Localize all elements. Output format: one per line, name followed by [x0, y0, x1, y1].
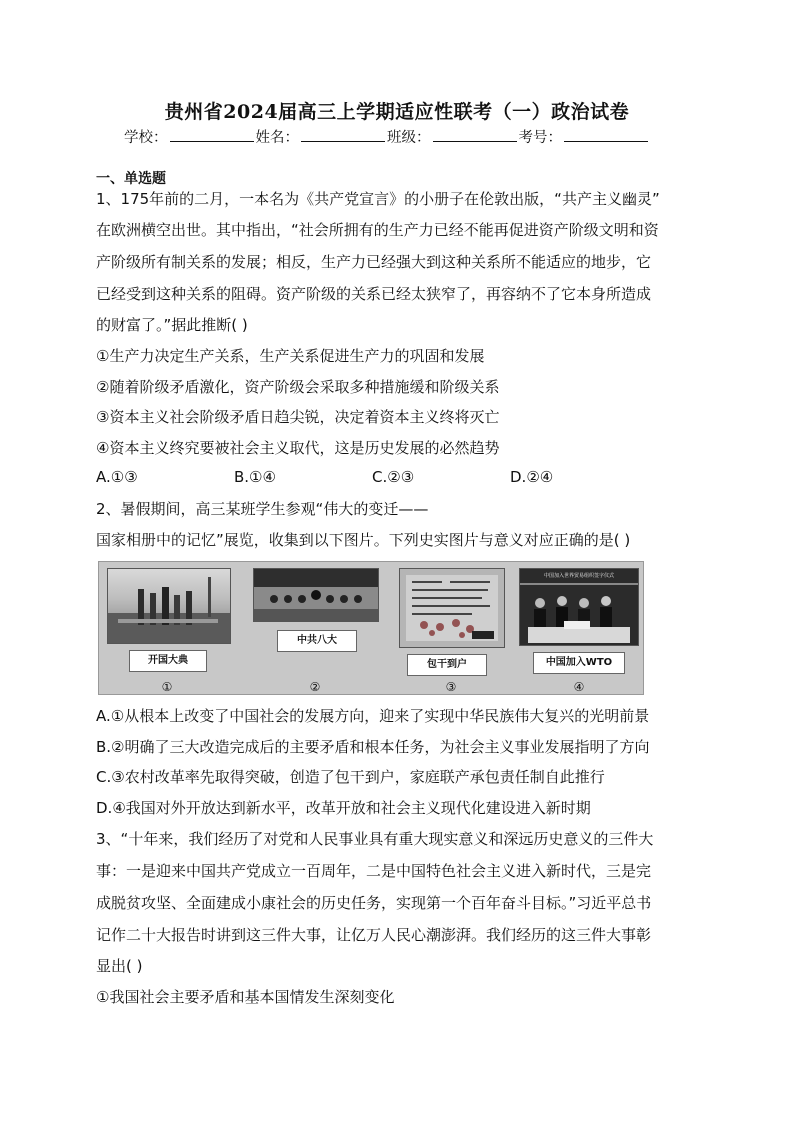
picture-number-2: ②	[309, 680, 321, 694]
student-info-line	[124, 126, 650, 147]
contract-document-image	[400, 569, 504, 647]
q3-statement: ①我国社会主要矛盾和基本国情发生深刻变化	[96, 988, 395, 1006]
caption-3: 包干到户	[407, 654, 487, 676]
q3-line: 显出( )	[96, 957, 143, 975]
picture-1	[107, 568, 231, 692]
caption-4: 中国加入WTO	[533, 652, 625, 674]
picture-number-3: ③	[445, 680, 457, 694]
q3-line: 3、“十年来，我们经历了对党和人民事业具有重大现实意义和深远历史意义的三件大	[96, 830, 654, 848]
q2-line: 2、暑假期间，高三某班学生参观“伟大的变迁——	[96, 500, 429, 518]
picture-2	[253, 568, 379, 692]
q1-option-b[interactable]: B.①④	[234, 468, 276, 486]
q2-line: 国家相册中的记忆”展览，收集到以下图片。下列史实图片与意义对应正确的是( )	[96, 531, 631, 549]
exam-no-blank[interactable]	[564, 127, 648, 142]
q2-option-a[interactable]: A.①从根本上改变了中国社会的发展方向，迎来了实现中华民族伟大复兴的光明前景	[96, 707, 650, 725]
q1-statement: ④资本主义终究要被社会主义取代，这是历史发展的必然趋势	[96, 439, 500, 457]
wto-signing-image	[520, 569, 638, 645]
q1-line: 产阶级所有制关系的发展；相反，生产力已经强大到这种关系所不能适应的地步，它	[96, 253, 652, 271]
caption-2: 中共八大	[277, 630, 357, 652]
history-pictures-panel	[98, 561, 644, 695]
q1-option-a[interactable]: A.①③	[96, 468, 138, 486]
caption-1: 开国大典	[129, 650, 207, 672]
q3-line: 记作二十大报告时讲到这三件大事，让亿万人民心潮澎湃。我们经历的这三件大事彰	[96, 926, 652, 944]
q1-line: 在欧洲横空出世。其中指出，“社会所拥有的生产力已经不能再促进资产阶级文明和资	[96, 221, 659, 239]
name-blank[interactable]	[301, 127, 385, 142]
class-label: 班级：	[387, 130, 431, 146]
q3-line: 成脱贫攻坚、全面建成小康社会的历史任务，实现第一个百年奋斗目标。”习近平总书	[96, 894, 652, 912]
picture-number-4: ④	[573, 680, 585, 694]
q1-line: 的财富了。”据此推断( )	[96, 316, 248, 334]
q1-option-c[interactable]: C.②③	[372, 468, 415, 486]
school-blank[interactable]	[170, 127, 254, 142]
exam-no-label: 考号：	[518, 130, 562, 146]
section-title: 一、单选题	[96, 171, 166, 187]
q1-statement: ③资本主义社会阶级矛盾日趋尖锐，决定着资本主义终将灭亡	[96, 408, 500, 426]
picture-3	[397, 568, 507, 692]
eighth-congress-image	[254, 569, 378, 621]
name-label: 姓名：	[255, 130, 299, 146]
founding-ceremony-photo	[107, 568, 231, 644]
wto-signing-photo	[519, 568, 639, 646]
q2-option-b[interactable]: B.②明确了三大改造完成后的主要矛盾和根本任务，为社会主义事业发展指明了方向	[96, 738, 650, 756]
wto-banner-text: 中国加入世界贸易组织签字仪式	[543, 573, 614, 579]
eighth-congress-photo	[253, 568, 379, 622]
q2-option-c[interactable]: C.③农村改革率先取得突破，创造了包干到户，家庭联产承包责任制自此推行	[96, 768, 605, 786]
q3-line: 事：一是迎来中国共产党成立一百周年，二是中国特色社会主义进入新时代，三是完	[96, 862, 652, 880]
q1-line: 1、175年前的二月，一本名为《共产党宣言》的小册子在伦敦出版，“共产主义幽灵”	[96, 190, 660, 208]
class-blank[interactable]	[433, 127, 517, 142]
contract-document-photo	[399, 568, 505, 648]
q1-line: 已经受到这种关系的阻碍。资产阶级的关系已经太狭窄了，再容纳不了它本身所造成	[96, 285, 652, 303]
founding-ceremony-image	[108, 569, 230, 643]
school-label: 学校：	[124, 130, 168, 146]
picture-number-1: ①	[161, 680, 173, 694]
q1-statement: ②随着阶级矛盾激化，资产阶级会采取多种措施缓和阶级关系	[96, 378, 500, 396]
q2-option-d[interactable]: D.④我国对外开放达到新水平，改革开放和社会主义现代化建设进入新时期	[96, 799, 591, 817]
q1-statement: ①生产力决定生产关系，生产关系促进生产力的巩固和发展	[96, 347, 485, 365]
picture-4	[519, 568, 639, 692]
page-title: 贵州省2024届高三上学期适应性联考（一）政治试卷	[164, 101, 630, 123]
q1-option-d[interactable]: D.②④	[510, 468, 554, 486]
